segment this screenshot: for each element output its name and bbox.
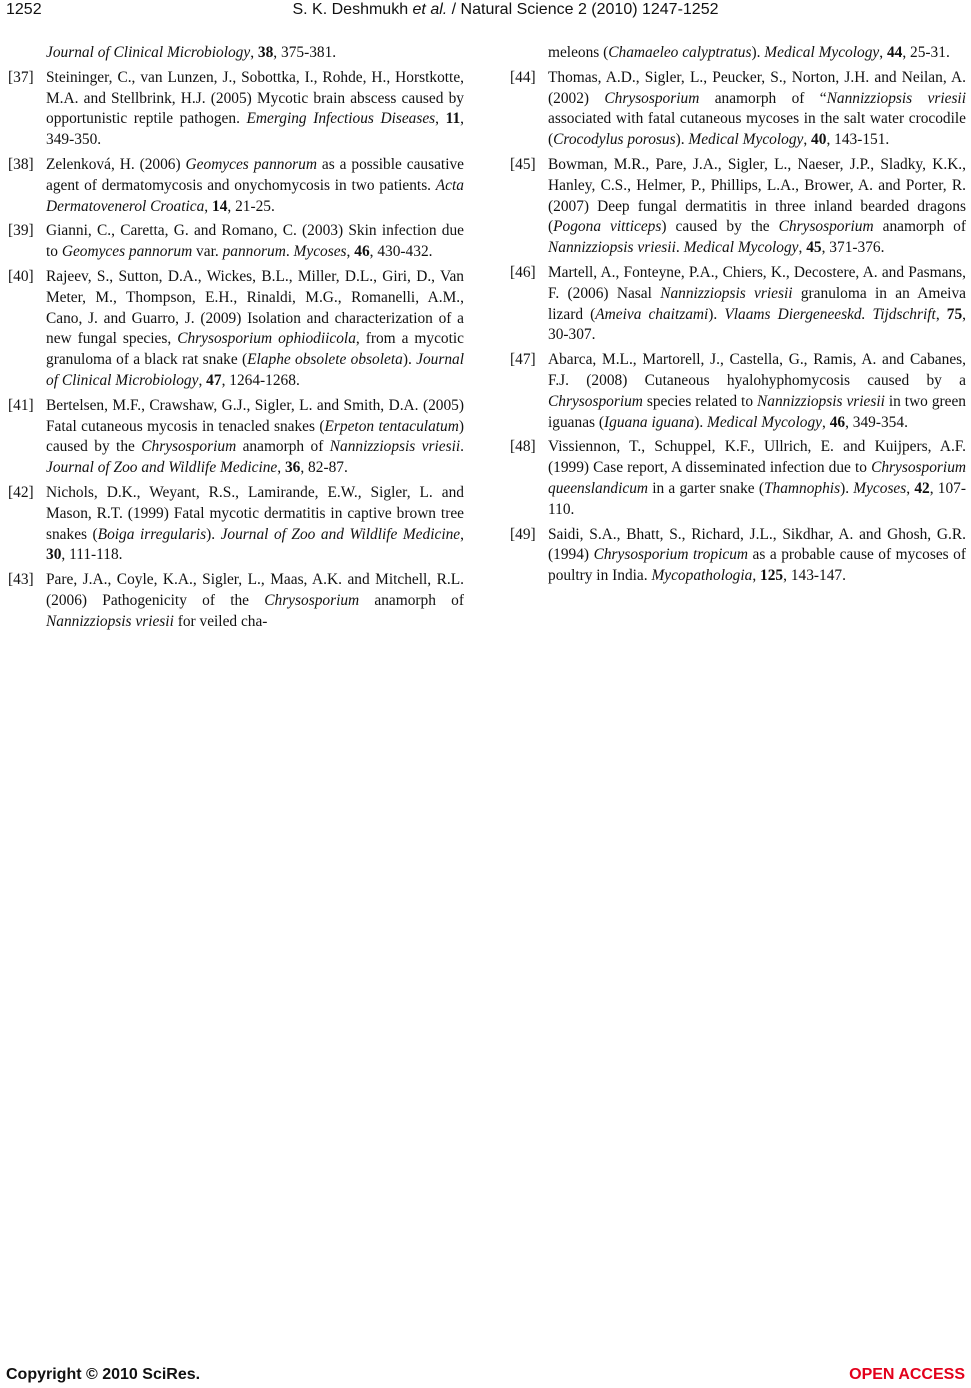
reference-text: ,	[204, 197, 212, 215]
references-right-column	[510, 43, 966, 591]
reference-italic-text: Crocodylus porosus	[553, 131, 676, 149]
reference-italic-text: Geomyces pannorum	[185, 155, 317, 173]
reference-italic-text: Chrysosporium	[548, 392, 643, 410]
reference-text: , 375-381.	[273, 44, 337, 61]
reference-entry	[8, 155, 464, 217]
reference-number: [41]	[8, 396, 34, 414]
reference-text: ,	[346, 243, 355, 261]
reference-italic-text: Mycoses	[853, 479, 907, 497]
reference-volume: 14	[212, 197, 228, 215]
reference-text: , 371-376.	[821, 239, 885, 257]
reference-text: Vissiennon, T., Schuppel, K.F., Ullrich, E. and Kuijpers, A.F. (1999) Case report, A disseminated infection due to	[548, 438, 966, 477]
reference-text: , 21-25.	[227, 197, 275, 215]
reference-text: ,	[798, 239, 807, 257]
reference-text: ,	[752, 567, 761, 585]
reference-volume: 75	[946, 305, 963, 323]
reference-text: .	[460, 438, 465, 456]
reference-text: , 30-307.	[548, 305, 966, 344]
reference-text: Zelenková, H. (2006)	[46, 155, 186, 173]
copyright-notice: Copyright © 2010 SciRes.	[6, 1366, 201, 1383]
open-access-label: OPEN ACCESS	[849, 1366, 965, 1383]
reference-volume: 36	[284, 459, 301, 477]
reference-text: Steininger, C., van Lunzen, J., Sobottka, I., Rohde, H., Horstkotte, M.A. and Stellbrink, H.J. (2005) Mycotic brain abscess caused by opportunistic reptile pathogen.	[46, 68, 464, 128]
reference-italic-text: Acta Dermatovenerol Croatica	[46, 176, 464, 215]
reference-volume: 42	[914, 479, 930, 497]
reference-italic-text: Journal of Zoo and Wildlife Medicine	[46, 459, 278, 477]
reference-italic-text: Geomyces pannorum	[61, 243, 193, 261]
reference-number: [39]	[8, 222, 34, 240]
reference-text: as a possible causative agent of dermatomycosis and onychomycosis in two patients.	[46, 155, 464, 194]
reference-italic-text: Pogona vitticeps	[553, 218, 662, 236]
reference-italic-text: Elaphe obsolete obsoleta	[247, 351, 403, 369]
reference-volume: 47	[206, 371, 222, 389]
reference-volume: 46	[829, 413, 846, 431]
reference-italic-text: Chrysosporium	[264, 591, 360, 609]
running-header	[6, 1, 965, 23]
reference-text: ).	[402, 351, 417, 369]
reference-number: [37]	[8, 68, 34, 86]
reference-number: [48]	[510, 438, 536, 456]
reference-text: Bowman, M.R., Pare, J.A., Sigler, L., Naeser, J.P., Sladky, K.K., Hanley, C.S., Helmer, P., Phillips, L.A., Brower, A. and Porter, R. (2007) Deep fungal dermatitis in three inland bearded dragons (	[548, 155, 966, 236]
reference-text: species related to	[642, 392, 757, 410]
reference-entry	[8, 396, 464, 479]
reference-text: ,	[198, 371, 207, 389]
reference-italic-text: Iguana iguana	[604, 413, 695, 431]
reference-italic-text: Medical Mycology	[683, 239, 799, 257]
reference-text: anamorph of	[236, 438, 330, 456]
reference-italic-text: Chrysosporium queenslandicum	[548, 459, 966, 497]
reference-text: Pare, J.A., Coyle, K.A., Sigler, L., Maas, A.K. and Mitchell, R.L. (2006) Pathogenicity of the	[46, 571, 464, 609]
reference-text: in two green iguanas (	[548, 392, 967, 431]
reference-text: ,	[879, 44, 887, 61]
reference-italic-text: Nannizziopsis vriesii	[756, 392, 885, 410]
reference-volume: 125	[760, 567, 784, 585]
reference-italic-text: Nannizziopsis vriesii	[826, 89, 966, 107]
reference-text: .	[675, 239, 684, 257]
reference-text: , 107-110.	[548, 479, 966, 518]
reference-number: [38]	[8, 155, 34, 173]
reference-italic-text: Ameiva chaitzami	[595, 305, 709, 323]
running-title	[6, 1, 965, 19]
reference-volume: 11	[445, 110, 461, 128]
reference-italic-text: Nannizziopsis vriesii	[548, 239, 676, 257]
reference-text: ) caused by the	[661, 218, 779, 236]
reference-text: , 1264-1268.	[221, 371, 300, 389]
reference-text: ).	[708, 305, 725, 323]
reference-text: Thomas, A.D., Sigler, L., Peucker, S., Norton, J.H. and Neilan, A. (2002)	[548, 68, 966, 107]
reference-text: var.	[192, 243, 223, 261]
reference-italic-text: pannorum	[222, 243, 286, 261]
reference-volume: 45	[806, 239, 822, 257]
references-left-column	[8, 43, 464, 637]
reference-continuation	[510, 43, 966, 64]
reference-number: [49]	[510, 525, 536, 543]
reference-text: ,	[906, 479, 915, 497]
reference-entry	[8, 570, 464, 632]
reference-italic-text: Chrysosporium ophiodiicola	[177, 330, 356, 348]
reference-italic-text: Erpeton tentaculatum	[324, 417, 459, 435]
reference-entry	[510, 437, 966, 520]
reference-entry	[8, 68, 464, 151]
reference-text: as a probable cause of mycoses of poultry in India.	[548, 546, 966, 585]
reference-text: Bertelsen, M.F., Crawshaw, G.J., Sigler, L. and Smith, D.A. (2005) Fatal cutaneous mycosis in tenacled snakes (	[46, 396, 464, 435]
reference-entry	[510, 68, 966, 151]
reference-text: anamorph of	[359, 591, 464, 609]
page-number: 1252	[6, 1, 42, 18]
reference-text: ,	[277, 459, 285, 477]
reference-continuation	[8, 43, 464, 64]
reference-number: [40]	[8, 267, 34, 285]
reference-number: [42]	[8, 483, 34, 501]
reference-text: , 82-87.	[300, 459, 348, 477]
reference-text: , 111-118.	[61, 546, 123, 564]
running-title-authors: S. K. Deshmukh	[292, 1, 413, 18]
reference-text: associated with fatal cutaneous mycoses in the salt water crocodile (	[548, 110, 966, 149]
reference-text: ).	[675, 131, 689, 149]
reference-text: , 349-354.	[845, 413, 908, 431]
reference-italic-text: Chrysosporium	[141, 438, 237, 456]
reference-number: [45]	[510, 155, 536, 173]
reference-italic-text: Chrysosporium tropicum	[593, 546, 749, 564]
reference-number: [47]	[510, 351, 536, 369]
reference-text: ).	[694, 413, 708, 431]
reference-entry	[8, 267, 464, 392]
reference-text: ,	[435, 110, 446, 128]
reference-volume: 38	[257, 44, 274, 61]
reference-entry	[510, 525, 966, 587]
reference-entry	[510, 263, 966, 346]
reference-text: Abarca, M.L., Martorell, J., Castella, G., Ramis, A. and Cabanes, F.J. (2008) Cutaneous hyalohyphomycosis caused by a	[548, 351, 966, 389]
reference-text: ,	[250, 44, 258, 61]
reference-italic-text: Emerging Infectious Diseases	[246, 110, 436, 128]
reference-italic-text: Nannizziopsis vriesii	[46, 612, 174, 630]
reference-text: , 430-432.	[369, 243, 433, 261]
reference-text: , 143-147.	[783, 567, 846, 585]
reference-italic-text: Boiga irregularis	[97, 525, 207, 543]
reference-text: anamorph of	[873, 218, 966, 236]
reference-text: in a garter snake (	[648, 479, 764, 497]
reference-entry	[510, 350, 966, 433]
reference-number: [44]	[510, 68, 536, 86]
reference-volume: 46	[354, 243, 370, 261]
reference-number: [46]	[510, 263, 536, 281]
reference-text: , 349-350.	[46, 110, 464, 149]
reference-italic-text: Mycopathologia	[651, 567, 753, 585]
reference-volume: 30	[46, 546, 62, 564]
reference-text: ).	[206, 525, 221, 543]
reference-italic-text: Chrysosporium	[778, 218, 874, 236]
reference-volume: 40	[811, 131, 827, 149]
reference-text: Nichols, D.K., Weyant, R.S., Lamirande, E.W., Sigler, L. and Mason, R.T. (1999) Fatal mycotic dermatitis in captive brown tree snakes (	[46, 483, 464, 543]
reference-text: ).	[751, 44, 765, 61]
reference-text: , from a mycotic granuloma of a black rat snake (	[46, 330, 464, 369]
reference-italic-text: Chrysosporium	[604, 89, 700, 107]
reference-italic-text: Medical Mycology	[688, 131, 804, 149]
reference-italic-text: Thamnophis	[763, 479, 841, 497]
reference-text: .	[285, 243, 294, 261]
reference-volume: 44	[886, 44, 903, 61]
reference-text: granuloma in an Ameiva lizard (	[548, 284, 966, 323]
reference-text: Saidi, S.A., Bhatt, S., Richard, J.L., Sikdhar, A. and Ghosh, G.R. (1994)	[548, 525, 966, 564]
reference-entry	[8, 221, 464, 263]
reference-text: meleons (	[548, 44, 609, 61]
reference-text: , 25-31.	[902, 44, 950, 61]
reference-entry	[8, 483, 464, 566]
reference-number: [43]	[8, 571, 34, 589]
reference-text: anamorph of “	[699, 89, 827, 107]
running-title-etal: et al.	[412, 1, 448, 18]
reference-text: Gianni, C., Caretta, G. and Romano, C. (2003) Skin infection due to	[46, 222, 464, 261]
reference-text: ,	[935, 305, 947, 323]
reference-text: Martell, A., Fonteyne, P.A., Chiers, K., Decostere, A. and Pasmans, F. (2006) Nasal	[548, 263, 966, 302]
reference-italic-text: Medical Mycology	[764, 44, 880, 61]
reference-text: ,	[460, 525, 464, 543]
running-title-journal: / Natural Science 2 (2010) 1247-1252	[447, 1, 719, 18]
reference-italic-text: Medical Mycology	[707, 413, 822, 431]
reference-text: ).	[840, 479, 854, 497]
reference-text: ) caused by the	[46, 417, 464, 456]
reference-text: ,	[821, 413, 830, 431]
reference-text: ,	[803, 131, 812, 149]
reference-text: for veiled cha-	[173, 612, 268, 630]
reference-italic-text: Vlaams Diergeneeskd. Tijdschrift	[724, 305, 936, 323]
reference-italic-text: Chamaeleo calyptratus	[608, 44, 752, 61]
reference-italic-text: Nannizziopsis vriesii	[329, 438, 461, 456]
reference-italic-text: Nannizziopsis vriesii	[660, 284, 793, 302]
reference-italic-text: Mycoses	[293, 243, 347, 261]
reference-text: , 143-151.	[826, 131, 890, 149]
reference-italic-text: Journal of Clinical Microbiology	[46, 44, 251, 61]
reference-text: Rajeev, S., Sutton, D.A., Wickes, B.L., Miller, D.L., Giri, D., Van Meter, M., Thompson, E.H., Rinaldi, M.G., Romanelli, A.M., Cano, J. and Guarro, J. (2009) Isolation and characterization of a new fungal species,	[46, 267, 464, 348]
reference-italic-text: Journal of Clinical Microbiology	[46, 351, 464, 389]
reference-italic-text: Journal of Zoo and Wildlife Medicine	[220, 525, 461, 543]
reference-entry	[510, 155, 966, 259]
